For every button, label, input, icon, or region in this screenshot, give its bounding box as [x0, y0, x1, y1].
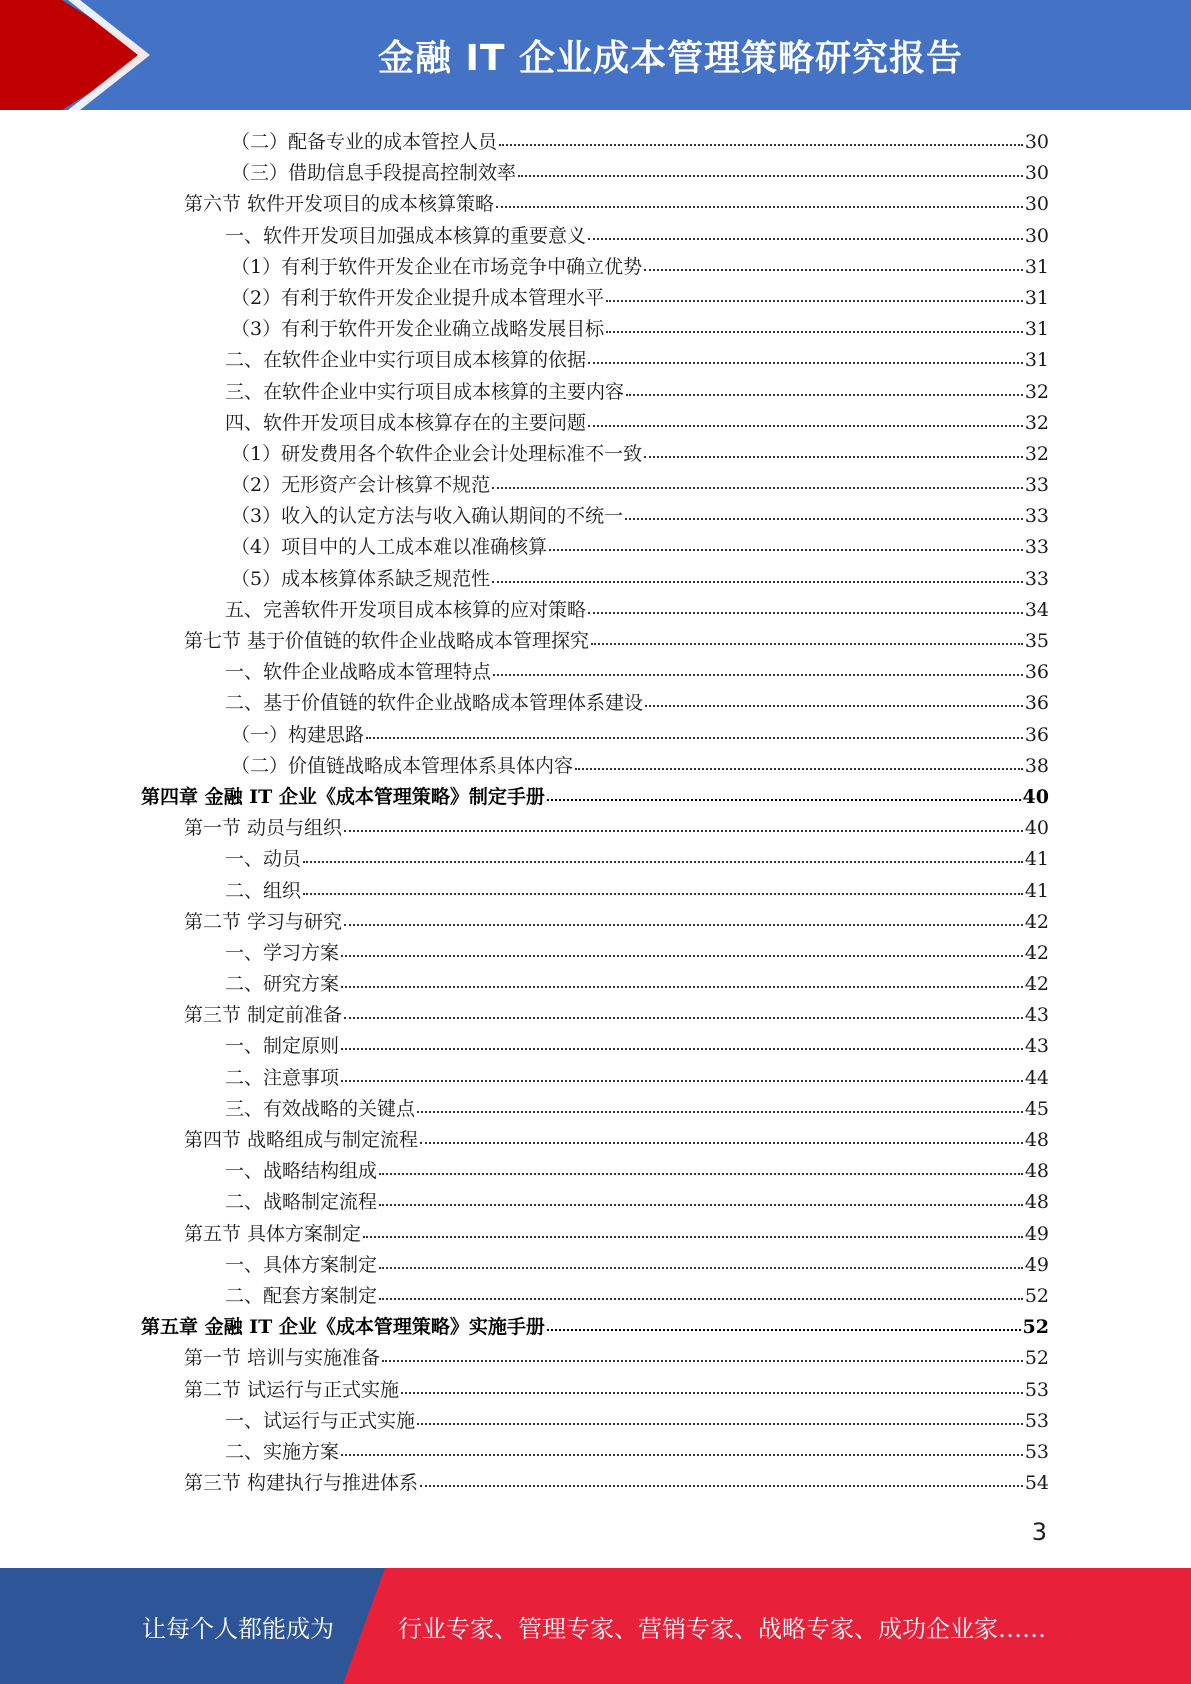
toc-entry-page: 31: [1024, 286, 1049, 309]
dot-leader: [303, 860, 1023, 863]
toc-entry-page: 40: [1022, 785, 1049, 808]
toc-entry-page: 42: [1024, 941, 1049, 964]
toc-entry-page: 30: [1024, 193, 1049, 216]
toc-entry[interactable]: [141, 532, 1049, 563]
dot-leader: [499, 143, 1023, 146]
dot-leader: [588, 611, 1023, 614]
toc-entry-label: （一）构建思路: [231, 723, 365, 746]
dot-leader: [341, 985, 1023, 988]
toc-entry-label: 一、战略结构组成: [225, 1160, 378, 1183]
toc-entry-page: 49: [1024, 1222, 1049, 1245]
toc-entry-page: 32: [1024, 380, 1049, 403]
toc-entry-label: 第二节 学习与研究: [184, 910, 343, 933]
toc-entry[interactable]: [141, 1468, 1049, 1499]
dot-leader: [341, 954, 1023, 957]
table-of-contents: [141, 127, 1049, 1499]
toc-entry-page: 53: [1024, 1409, 1049, 1432]
dot-leader: [420, 1484, 1023, 1487]
dot-leader: [401, 1391, 1023, 1394]
toc-entry-label: 二、组织: [225, 879, 302, 902]
dot-leader: [341, 1453, 1023, 1456]
toc-entry-label: 一、学习方案: [225, 941, 340, 964]
dot-leader: [303, 892, 1023, 895]
toc-entry-page: 30: [1024, 162, 1049, 185]
document-title: 金融 IT 企业成本管理策略研究报告: [377, 37, 964, 79]
toc-entry[interactable]: [141, 345, 1049, 376]
toc-entry-page: 54: [1024, 1472, 1049, 1495]
dot-leader: [625, 517, 1023, 520]
toc-entry-label: 三、在软件企业中实行项目成本核算的主要内容: [225, 380, 625, 403]
toc-entry[interactable]: [141, 252, 1049, 283]
dot-leader: [588, 424, 1023, 427]
toc-entry-page: 43: [1024, 1004, 1049, 1027]
toc-entry-label: 第三节 制定前准备: [184, 1004, 343, 1027]
toc-entry-page: 49: [1024, 1253, 1049, 1276]
toc-entry[interactable]: [141, 813, 1049, 844]
toc-entry[interactable]: [141, 751, 1049, 782]
toc-entry-page: 33: [1024, 474, 1049, 497]
dot-leader: [645, 704, 1023, 707]
toc-entry-page: 43: [1024, 1035, 1049, 1058]
toc-entry-page: 45: [1024, 1097, 1049, 1120]
toc-entry[interactable]: [141, 1063, 1049, 1094]
dot-leader: [344, 923, 1023, 926]
toc-entry-page: 32: [1024, 411, 1049, 434]
toc-entry-page: 38: [1024, 754, 1049, 777]
toc-entry-label: 第四章 金融 IT 企业《成本管理策略》制定手册: [141, 785, 545, 808]
toc-entry-label: 第四节 战略组成与制定流程: [184, 1129, 419, 1151]
toc-entry[interactable]: [141, 501, 1049, 532]
page-number: 3: [1031, 1518, 1047, 1546]
toc-entry-label: 第五章 金融 IT 企业《成本管理策略》实施手册: [141, 1316, 545, 1339]
toc-entry[interactable]: [141, 1156, 1049, 1187]
toc-entry-page: 41: [1024, 848, 1049, 871]
toc-entry[interactable]: [141, 127, 1049, 158]
dot-leader: [575, 767, 1023, 770]
toc-entry-page: 33: [1024, 567, 1049, 590]
toc-entry[interactable]: [141, 439, 1049, 470]
dot-leader: [341, 1047, 1023, 1050]
dot-leader: [417, 1422, 1023, 1425]
toc-entry-page: 31: [1024, 255, 1049, 278]
dot-leader: [547, 1328, 1021, 1331]
dot-leader: [344, 829, 1023, 832]
toc-entry-label: 一、试运行与正式实施: [225, 1409, 416, 1432]
toc-entry[interactable]: [141, 1000, 1049, 1031]
dot-leader: [518, 174, 1023, 177]
toc-entry-label: 二、实施方案: [225, 1440, 340, 1463]
toc-entry-page: 48: [1024, 1160, 1049, 1183]
page-header: [0, 0, 1191, 110]
dot-leader: [493, 673, 1023, 676]
toc-entry-page: 42: [1024, 973, 1049, 996]
dot-leader: [547, 798, 1021, 801]
toc-entry[interactable]: [141, 907, 1049, 938]
footer-slogan-right: 行业专家、管理专家、营销专家、战略专家、成功企业家……: [398, 1614, 1046, 1643]
toc-entry[interactable]: [141, 1343, 1049, 1374]
toc-entry-label: 二、基于价值链的软件企业战略成本管理体系建设: [225, 692, 644, 715]
toc-entry-label: 第一节 培训与实施准备: [184, 1347, 381, 1370]
toc-entry-label: 一、具体方案制定: [225, 1253, 378, 1276]
toc-entry-page: 36: [1024, 692, 1049, 715]
dot-leader: [588, 237, 1023, 240]
toc-entry-page: 40: [1024, 817, 1049, 840]
toc-entry[interactable]: [141, 1281, 1049, 1312]
dot-leader: [417, 1110, 1023, 1113]
toc-entry-label: 一、动员: [225, 848, 302, 871]
toc-entry-page: 33: [1024, 505, 1049, 528]
toc-entry-label: 二、配套方案制定: [225, 1284, 378, 1307]
dot-leader: [382, 1359, 1023, 1362]
toc-entry-label: （5）成本核算体系缺乏规范性: [231, 567, 491, 590]
toc-entry[interactable]: [141, 221, 1049, 252]
toc-entry[interactable]: [141, 1250, 1049, 1281]
toc-entry-label: （二）配备专业的成本管控人员: [231, 131, 498, 153]
toc-entry-page: 52: [1024, 1347, 1049, 1370]
toc-entry[interactable]: [141, 1187, 1049, 1218]
dot-leader: [626, 393, 1023, 396]
toc-entry-page: 35: [1024, 630, 1049, 652]
toc-entry-page: 52: [1024, 1284, 1049, 1307]
toc-entry[interactable]: [141, 1125, 1049, 1156]
toc-entry[interactable]: [141, 1437, 1049, 1468]
page-footer: [0, 1568, 1191, 1684]
toc-entry-label: （3）有利于软件开发企业确立战略发展目标: [231, 318, 605, 341]
dot-leader: [496, 205, 1023, 208]
toc-entry[interactable]: [141, 938, 1049, 969]
toc-entry[interactable]: [141, 470, 1049, 501]
toc-entry[interactable]: [141, 595, 1049, 626]
toc-entry-label: 二、研究方案: [225, 973, 340, 996]
toc-entry-page: 36: [1024, 723, 1049, 746]
dot-leader: [420, 1141, 1023, 1144]
toc-entry-label: 第三节 构建执行与推进体系: [184, 1472, 419, 1495]
dot-leader: [606, 330, 1023, 333]
toc-entry-label: 一、软件企业战略成本管理特点: [225, 661, 492, 684]
dot-leader: [379, 1266, 1023, 1269]
toc-entry-page: 30: [1024, 224, 1049, 247]
dot-leader: [549, 548, 1023, 551]
toc-entry-label: （1）研发费用各个软件企业会计处理标准不一致: [231, 442, 643, 465]
dot-leader: [366, 736, 1023, 739]
toc-entry-page: 48: [1024, 1191, 1049, 1214]
toc-entry-label: 三、有效战略的关键点: [225, 1097, 416, 1120]
dot-leader: [341, 1079, 1023, 1082]
toc-entry[interactable]: [141, 1312, 1049, 1343]
toc-entry[interactable]: [141, 564, 1049, 595]
toc-entry-label: 第七节 基于价值链的软件企业战略成本管理探究: [184, 630, 590, 652]
toc-entry[interactable]: [141, 158, 1049, 189]
toc-entry-label: （3）收入的认定方法与收入确认期间的不统一: [231, 505, 624, 528]
dot-leader: [344, 1016, 1023, 1019]
toc-entry[interactable]: [141, 844, 1049, 875]
toc-entry-label: 五、完善软件开发项目成本核算的应对策略: [225, 598, 587, 621]
toc-entry-page: 53: [1024, 1378, 1049, 1401]
footer-slogan-left: 让每个人都能成为: [142, 1614, 334, 1643]
toc-entry-page: 53: [1024, 1440, 1049, 1463]
dot-leader: [644, 268, 1023, 271]
toc-entry[interactable]: [141, 408, 1049, 439]
toc-entry-label: 一、制定原则: [225, 1035, 340, 1058]
dot-leader: [606, 299, 1023, 302]
toc-entry[interactable]: [141, 1031, 1049, 1062]
red-arrow-icon: [0, 0, 160, 110]
dot-leader: [379, 1203, 1023, 1206]
toc-entry-label: （2）有利于软件开发企业提升成本管理水平: [231, 286, 605, 309]
dot-leader: [644, 455, 1023, 458]
toc-entry[interactable]: [141, 377, 1049, 408]
toc-entry-label: 一、软件开发项目加强成本核算的重要意义: [225, 224, 587, 247]
dot-leader: [363, 1235, 1023, 1238]
toc-entry-page: 44: [1024, 1066, 1049, 1089]
toc-entry-page: 48: [1024, 1129, 1049, 1151]
toc-entry[interactable]: [141, 1406, 1049, 1437]
toc-entry[interactable]: [141, 1094, 1049, 1125]
toc-entry-label: 第一节 动员与组织: [184, 817, 343, 840]
toc-entry-page: 36: [1024, 661, 1049, 684]
toc-entry-page: 31: [1024, 318, 1049, 341]
toc-entry-label: （2）无形资产会计核算不规范: [231, 474, 491, 497]
toc-entry-label: 第五节 具体方案制定: [184, 1222, 362, 1245]
toc-entry-label: 二、注意事项: [225, 1066, 340, 1089]
dot-leader: [588, 361, 1023, 364]
toc-entry-page: 52: [1022, 1316, 1049, 1339]
toc-entry[interactable]: [141, 626, 1049, 657]
dot-leader: [379, 1297, 1023, 1300]
dot-leader: [591, 642, 1023, 645]
toc-entry-label: （1）有利于软件开发企业在市场竞争中确立优势: [231, 255, 643, 278]
toc-entry-label: 二、在软件企业中实行项目成本核算的依据: [225, 349, 587, 372]
toc-entry[interactable]: [141, 283, 1049, 314]
dot-leader: [492, 580, 1023, 583]
toc-entry[interactable]: [141, 876, 1049, 907]
toc-entry-page: 30: [1024, 131, 1049, 153]
toc-entry-label: 第二节 试运行与正式实施: [184, 1378, 400, 1401]
toc-entry-page: 41: [1024, 879, 1049, 902]
toc-entry[interactable]: [141, 657, 1049, 688]
toc-entry[interactable]: [141, 720, 1049, 751]
toc-entry-label: （二）价值链战略成本管理体系具体内容: [231, 754, 574, 777]
dot-leader: [492, 486, 1023, 489]
toc-entry-label: （4）项目中的人工成本难以准确核算: [231, 536, 548, 559]
toc-entry[interactable]: [141, 1219, 1049, 1250]
dot-leader: [379, 1172, 1023, 1175]
toc-entry[interactable]: [141, 688, 1049, 719]
toc-entry-page: 42: [1024, 910, 1049, 933]
toc-entry-page: 34: [1024, 598, 1049, 621]
toc-entry-page: 32: [1024, 442, 1049, 465]
toc-entry-label: （三）借助信息手段提高控制效率: [231, 162, 517, 185]
toc-entry-page: 31: [1024, 349, 1049, 372]
toc-entry-label: 二、战略制定流程: [225, 1191, 378, 1214]
toc-entry-label: 四、软件开发项目成本核算存在的主要问题: [225, 411, 587, 434]
toc-entry[interactable]: [141, 189, 1049, 220]
toc-entry[interactable]: [141, 782, 1049, 813]
toc-entry[interactable]: [141, 1375, 1049, 1406]
toc-entry[interactable]: [141, 969, 1049, 1000]
toc-entry[interactable]: [141, 314, 1049, 345]
toc-entry-page: 33: [1024, 536, 1049, 559]
toc-entry-label: 第六节 软件开发项目的成本核算策略: [184, 193, 495, 216]
